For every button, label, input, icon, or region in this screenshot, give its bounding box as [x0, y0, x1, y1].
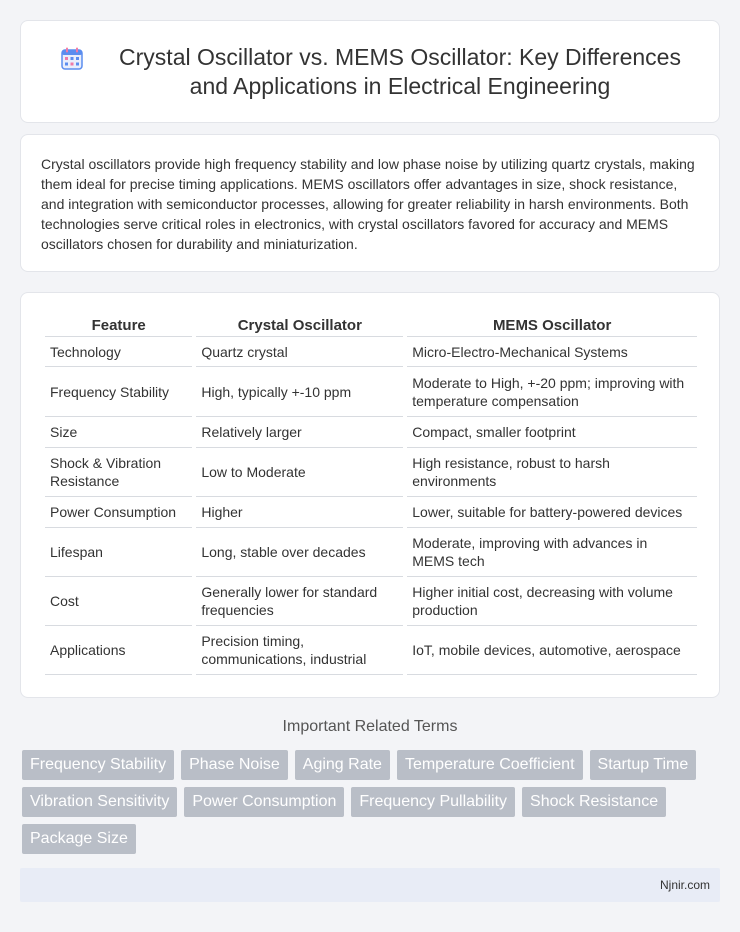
cell-mems: Moderate, improving with advances in MEMS tech [407, 528, 697, 577]
cell-crystal: Higher [196, 497, 403, 528]
comparison-table-card [20, 292, 720, 698]
table-row [45, 528, 697, 577]
cell-crystal: Long, stable over decades [196, 528, 403, 577]
table-row [45, 337, 697, 367]
footer-bar [20, 868, 720, 902]
cell-mems: Compact, smaller footprint [407, 417, 697, 448]
summary-paragraph: Crystal oscillators provide high frequency stability and low phase noise by utilizing quartz crystals, making them ideal for precise timing applications. MEMS oscillators offer advantages in size, shock resistance, and integration with semiconductor processes, allowing for greater reliability in harsh environments. Both technologies serve critical roles in electronics, with crystal oscillators favored for accuracy and MEMS oscillators chosen for durability and miniaturization. [41, 156, 695, 252]
cell-mems: High resistance, robust to harsh environments [407, 448, 697, 497]
page-title: Crystal Oscillator vs. MEMS Oscillator: Key Differences and Applications in Electrical Engineering [119, 44, 681, 99]
cell-crystal: Generally lower for standard frequencies [196, 577, 403, 626]
related-term-tag[interactable]: Frequency Stability [22, 750, 174, 780]
table-row [45, 448, 697, 497]
comparison-table [41, 313, 701, 675]
cell-crystal: Quartz crystal [196, 337, 403, 367]
header-crystal: Crystal Oscillator [196, 313, 403, 337]
header-mems: MEMS Oscillator [407, 313, 697, 337]
cell-feature: Frequency Stability [45, 367, 192, 417]
cell-mems: Lower, suitable for battery-powered devices [407, 497, 697, 528]
cell-crystal: High, typically +-10 ppm [196, 367, 403, 417]
related-term-tag[interactable]: Package Size [22, 824, 136, 854]
cell-feature: Shock & Vibration Resistance [45, 448, 192, 497]
cell-feature: Cost [45, 577, 192, 626]
summary-card [20, 134, 720, 272]
footer-site-link[interactable]: Njnir.com [659, 878, 710, 892]
cell-crystal: Relatively larger [196, 417, 403, 448]
table-row [45, 577, 697, 626]
related-terms-heading: Important Related Terms [282, 718, 458, 735]
table-row [45, 497, 697, 528]
title-card [20, 20, 720, 123]
table-header-row [45, 313, 697, 337]
cell-mems: IoT, mobile devices, automotive, aerospace [407, 626, 697, 675]
cell-mems: Moderate to High, +-20 ppm; improving with temperature compensation [407, 367, 697, 417]
cell-mems: Micro-Electro-Mechanical Systems [407, 337, 697, 367]
cell-feature: Power Consumption [45, 497, 192, 528]
related-term-tag[interactable]: Power Consumption [184, 787, 344, 817]
cell-crystal: Low to Moderate [196, 448, 403, 497]
cell-crystal: Precision timing, communications, industrial [196, 626, 403, 675]
calendar-grid-icon [61, 47, 83, 71]
related-terms-list [22, 750, 722, 854]
table-row [45, 367, 697, 417]
related-term-tag[interactable]: Vibration Sensitivity [22, 787, 177, 817]
cell-mems: Higher initial cost, decreasing with volume production [407, 577, 697, 626]
related-term-tag[interactable]: Shock Resistance [522, 787, 666, 817]
cell-feature: Applications [45, 626, 192, 675]
related-term-tag[interactable]: Startup Time [590, 750, 697, 780]
cell-feature: Technology [45, 337, 192, 367]
related-term-tag[interactable]: Temperature Coefficient [397, 750, 583, 780]
cell-feature: Lifespan [45, 528, 192, 577]
table-row [45, 417, 697, 448]
cell-feature: Size [45, 417, 192, 448]
table-row [45, 626, 697, 675]
related-term-tag[interactable]: Frequency Pullability [351, 787, 515, 817]
related-term-tag[interactable]: Phase Noise [181, 750, 288, 780]
related-term-tag[interactable]: Aging Rate [295, 750, 390, 780]
header-feature: Feature [45, 313, 192, 337]
